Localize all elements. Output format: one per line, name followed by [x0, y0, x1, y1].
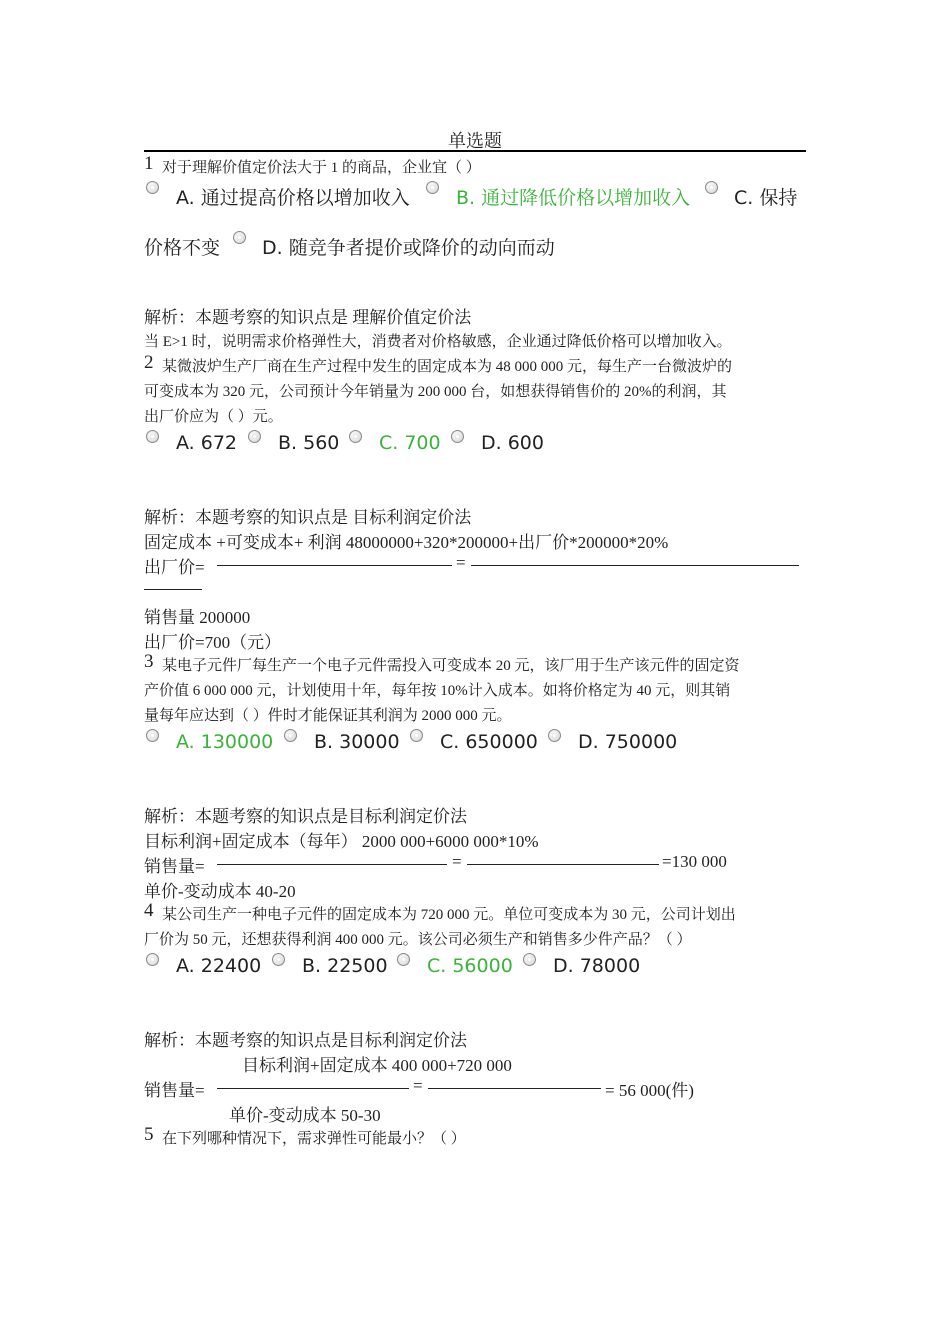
fraction-line — [217, 565, 452, 566]
option-c-label-continued[interactable]: 价格不变 — [144, 237, 221, 259]
option-c-label[interactable]: C. 56000 — [427, 955, 513, 977]
radio-option-c[interactable] — [397, 953, 410, 966]
question-number: 2 — [144, 352, 154, 373]
option-d-label[interactable]: D. 600 — [481, 432, 544, 454]
option-a-label[interactable]: A. 通过提高价格以增加收入 — [176, 187, 410, 209]
analysis-text: 当 E>1 时，说明需求价格弹性大，消费者对价格敏感，企业通过降低价格可以增加收入。 — [144, 334, 732, 350]
fraction-line-continued — [144, 589, 202, 590]
radio-option-a[interactable] — [146, 953, 159, 966]
question-number: 3 — [144, 651, 154, 672]
radio-option-d[interactable] — [523, 953, 536, 966]
radio-option-c[interactable] — [410, 729, 423, 742]
option-a-label[interactable]: A. 130000 — [176, 731, 274, 753]
radio-option-c[interactable] — [705, 181, 718, 194]
question-text-line: 量每年应达到（ ）件时才能保证其利润为 2000 000 元。 — [144, 708, 512, 724]
option-d-label[interactable]: D. 78000 — [553, 955, 641, 977]
formula-equals: = — [456, 553, 466, 572]
formula-lhs: 销售量= — [144, 1081, 205, 1100]
analysis-title: 解析：本题考察的知识点是目标利润定价法 — [144, 1031, 467, 1050]
question-text: 对于理解价值定价法大于 1 的商品，企业宜（ ） — [162, 160, 481, 176]
option-d-label[interactable]: D. 750000 — [578, 731, 678, 753]
analysis-title: 解析：本题考察的知识点是目标利润定价法 — [144, 807, 467, 826]
option-a-label[interactable]: A. 672 — [176, 432, 238, 454]
fraction-line — [471, 565, 799, 566]
radio-option-b[interactable] — [284, 729, 297, 742]
analysis-title: 解析：本题考察的知识点是 目标利润定价法 — [144, 508, 472, 527]
formula-numerator: 目标利润+固定成本 400 000+720 000 — [242, 1056, 512, 1075]
question-text-line: 产价值 6 000 000 元，计划使用十年，每年按 10%计入成本。如将价格定为 40 元，则其销 — [144, 683, 731, 699]
question-text-line: 可变成本为 320 元，公司预计今年销量为 200 000 台，如想获得销售价的 20%的利润，其 — [144, 384, 727, 400]
radio-option-b[interactable] — [272, 953, 285, 966]
question-text-line: 厂价为 50 元，还想获得利润 400 000 元。该公司必须生产和销售多少件产品？（ ） — [144, 932, 692, 948]
formula-result: 出厂价=700（元） — [144, 633, 282, 652]
radio-option-d[interactable] — [548, 729, 561, 742]
radio-option-b[interactable] — [426, 181, 439, 194]
radio-option-b[interactable] — [248, 430, 261, 443]
question-number: 4 — [144, 900, 154, 921]
option-c-label[interactable]: C. 700 — [379, 432, 441, 454]
formula-equals: = — [452, 852, 462, 871]
section-title: 单选题 — [448, 131, 502, 151]
formula-numerator: 固定成本 +可变成本+ 利润 48000000+320*200000+出厂价*200000*20% — [144, 533, 669, 552]
option-b-label[interactable]: B. 通过降低价格以增加收入 — [456, 187, 691, 209]
formula-result: =130 000 — [662, 852, 727, 871]
question-text-line: 某电子元件厂每生产一个电子元件需投入可变成本 20 元，该厂用于生产该元件的固定资 — [162, 658, 740, 674]
option-a-label[interactable]: A. 22400 — [176, 955, 262, 977]
radio-option-a[interactable] — [146, 729, 159, 742]
formula-numerator: 目标利润+固定成本（每年） 2000 000+6000 000*10% — [144, 832, 539, 851]
radio-option-d[interactable] — [233, 231, 246, 244]
formula-result: = 56 000(件) — [605, 1081, 694, 1100]
option-b-label[interactable]: B. 22500 — [302, 955, 388, 977]
formula-lhs: 出厂价= — [144, 558, 205, 577]
fraction-line — [467, 864, 659, 865]
formula-denominator: 单价-变动成本 40-20 — [144, 882, 296, 901]
formula-denominator: 单价-变动成本 50-30 — [229, 1106, 381, 1125]
analysis-title: 解析：本题考察的知识点是 理解价值定价法 — [144, 308, 472, 327]
formula-lhs: 销售量= — [144, 857, 205, 876]
question-text-line: 出厂价应为（ ）元。 — [144, 409, 283, 425]
radio-option-a[interactable] — [146, 181, 159, 194]
option-b-label[interactable]: B. 560 — [278, 432, 340, 454]
option-c-label[interactable]: C. 保持 — [734, 187, 798, 209]
question-number: 5 — [144, 1124, 154, 1145]
option-c-label[interactable]: C. 650000 — [440, 731, 538, 753]
radio-option-c[interactable] — [349, 430, 362, 443]
radio-option-d[interactable] — [451, 430, 464, 443]
radio-option-a[interactable] — [146, 430, 159, 443]
question-number: 1 — [144, 153, 154, 174]
option-d-label[interactable]: D. 随竞争者提价或降价的动向而动 — [262, 237, 555, 259]
question-text-line: 某微波炉生产厂商在生产过程中发生的固定成本为 48 000 000 元，每生产一台微波炉的 — [162, 359, 733, 375]
formula-denominator: 销售量 200000 — [144, 608, 251, 627]
question-text-line: 某公司生产一种电子元件的固定成本为 720 000 元。单位可变成本为 30 元，公司计划出 — [162, 907, 736, 923]
question-text: 在下列哪种情况下，需求弹性可能最小？（ ） — [162, 1131, 466, 1147]
fraction-line — [217, 864, 447, 865]
formula-equals: = — [413, 1076, 423, 1095]
title-rule — [144, 150, 806, 152]
fraction-line — [428, 1088, 601, 1089]
option-b-label[interactable]: B. 30000 — [314, 731, 400, 753]
fraction-line — [217, 1088, 409, 1089]
